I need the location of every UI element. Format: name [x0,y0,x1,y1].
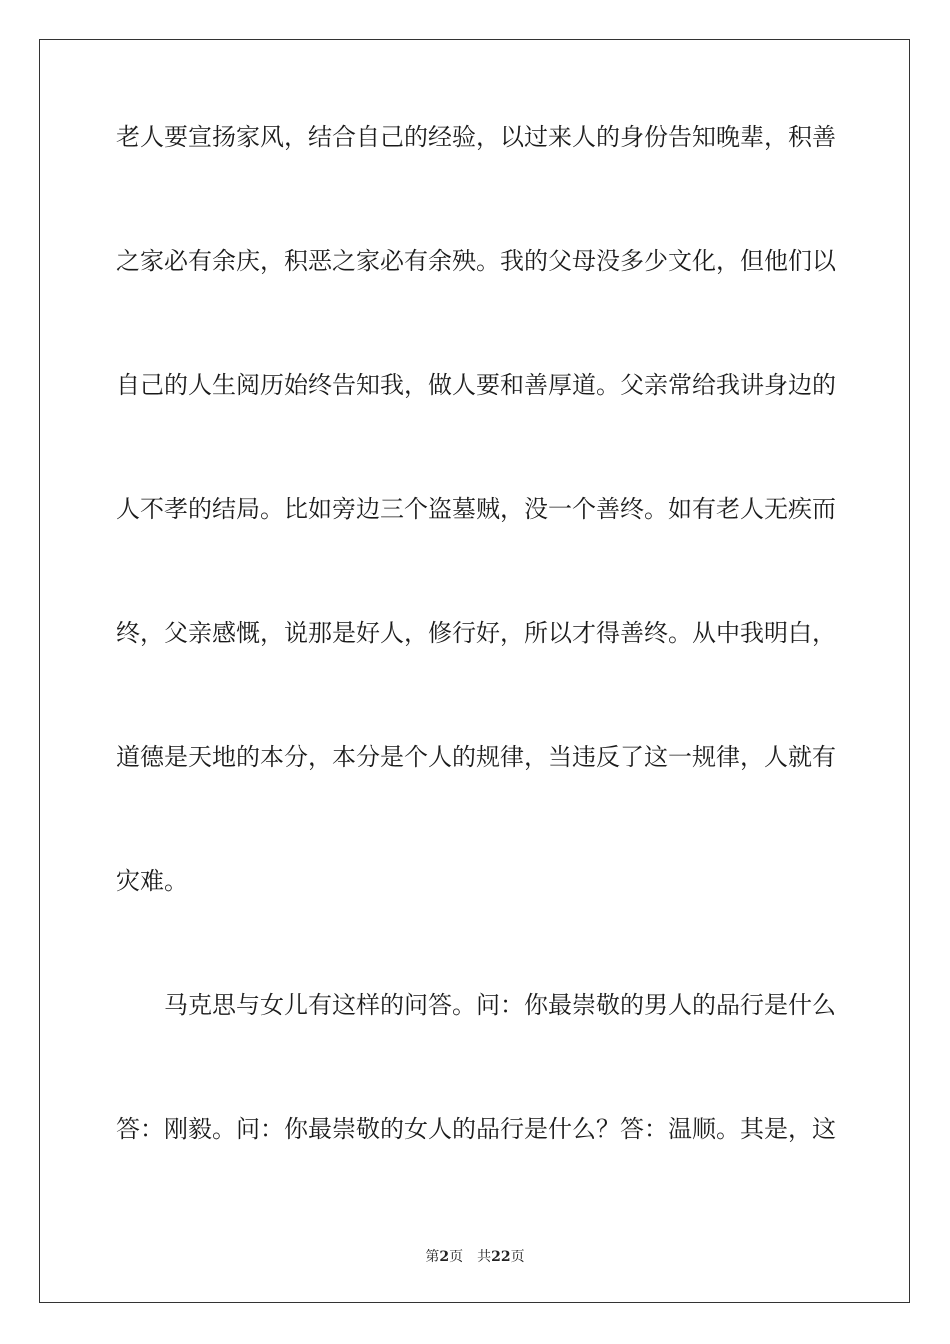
text-line: 答：刚毅。问：你最崇敬的女人的品行是什么？答：温顺。其是，这 [116,1115,836,1143]
page-prefix: 第 [425,1249,440,1265]
text-line: 自己的人生阅历始终告知我，做人要和善厚道。父亲常给我讲身边的 [116,371,836,399]
page-suffix: 页 [449,1249,464,1265]
total-suffix: 页 [510,1249,525,1265]
text-line: 之家必有余庆，积恶之家必有余殃。我的父母没多少文化，但他们以 [116,247,836,275]
page-footer [0,1247,950,1267]
text-line: 灾难。 [116,867,188,895]
text-line: 老人要宣扬家风，结合自己的经验，以过来人的身份告知晚辈，积善 [116,123,836,151]
total-prefix: 共 [477,1249,492,1265]
text-line: 终，父亲感慨，说那是好人，修行好，所以才得善终。从中我明白， [116,619,836,647]
total-pages: 22 [491,1249,511,1265]
text-line-paragraph-start: 马克思与女儿有这样的问答。问：你最崇敬的男人的品行是什么 [164,991,836,1019]
body-text [116,122,834,1238]
text-line: 道德是天地的本分，本分是个人的规律，当违反了这一规律，人就有 [116,743,836,771]
page-number: 2 [439,1249,450,1265]
text-line: 人不孝的结局。比如旁边三个盗墓贼，没一个善终。如有老人无疾而 [116,495,836,523]
